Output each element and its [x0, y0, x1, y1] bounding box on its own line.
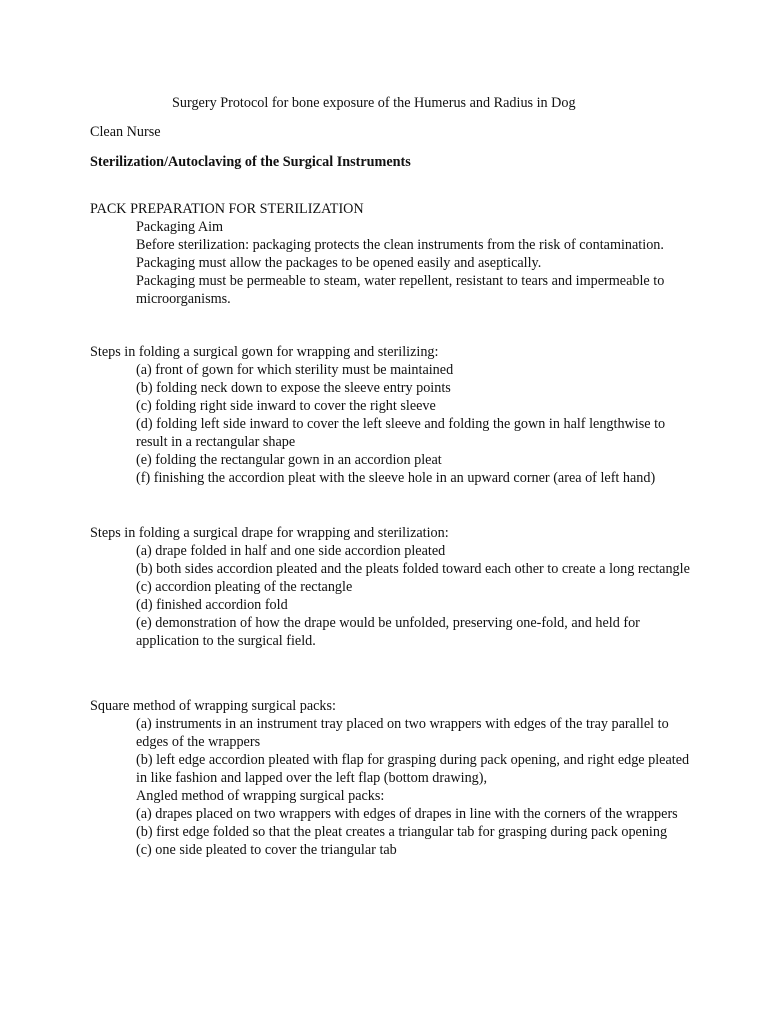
- list-item: (c) folding right side inward to cover the right sleeve: [136, 398, 436, 414]
- list-item: (b) both sides accordion pleated and the pleats folded toward each other to create a long rectangle: [136, 561, 690, 577]
- list-item: (a) front of gown for which sterility must be maintained: [136, 362, 454, 378]
- list-item: (e) demonstration of how the drape would be unfolded, preserving one-fold, and held for application to the surgical field.: [136, 615, 640, 649]
- list-item: (d) finished accordion fold: [136, 597, 288, 613]
- gown-folding-heading: Steps in folding a surgical gown for wrapping and sterilizing:: [90, 344, 439, 360]
- list-item: (b) left edge accordion pleated with flap for grasping during pack opening, and right edge pleated in like fashion and lapped over the left flap (bottom drawing),: [136, 752, 690, 786]
- list-item: (b) folding neck down to expose the sleeve entry points: [136, 380, 451, 396]
- pack-preparation-section: [90, 200, 690, 308]
- section-heading: Sterilization/Autoclaving of the Surgical Instruments: [90, 154, 411, 170]
- pack-preparation-heading: PACK PREPARATION FOR STERILIZATION: [90, 201, 364, 217]
- wrapping-methods-section: [90, 697, 690, 859]
- list-item: (a) drapes placed on two wrappers with edges of drapes in line with the corners of the wrappers: [136, 806, 678, 822]
- list-item: (a) drape folded in half and one side accordion pleated: [136, 543, 446, 559]
- list-item: (c) one side pleated to cover the triangular tab: [136, 842, 397, 858]
- list-item: Packaging must be permeable to steam, water repellent, resistant to tears and impermeable to microorganisms.: [136, 273, 665, 307]
- list-item: Before sterilization: packaging protects the clean instruments from the risk of contamination.: [136, 237, 664, 253]
- list-item: (b) first edge folded so that the pleat creates a triangular tab for grasping during pack opening: [136, 824, 668, 840]
- list-item: Packaging must allow the packages to be opened easily and aseptically.: [136, 255, 542, 271]
- list-item: (e) folding the rectangular gown in an accordion pleat: [136, 452, 442, 468]
- drape-folding-section: [90, 524, 690, 650]
- gown-folding-section: [90, 343, 690, 487]
- list-item: (f) finishing the accordion pleat with the sleeve hole in an upward corner (area of left hand): [136, 470, 656, 486]
- list-item: (d) folding left side inward to cover the left sleeve and folding the gown in half lengthwise to result in a rectangular shape: [136, 416, 666, 450]
- role-label: Clean Nurse: [90, 124, 161, 140]
- list-item: (c) accordion pleating of the rectangle: [136, 579, 353, 595]
- square-method-heading: Square method of wrapping surgical packs:: [90, 698, 336, 714]
- list-item: Packaging Aim: [136, 219, 224, 235]
- list-item: (a) instruments in an instrument tray placed on two wrappers with edges of the tray parallel to edges of the wrappers: [136, 716, 669, 750]
- document-title: Surgery Protocol for bone exposure of the Humerus and Radius in Dog: [172, 95, 576, 111]
- drape-folding-heading: Steps in folding a surgical drape for wrapping and sterilization:: [90, 525, 449, 541]
- angled-method-heading: Angled method of wrapping surgical packs:: [136, 788, 385, 804]
